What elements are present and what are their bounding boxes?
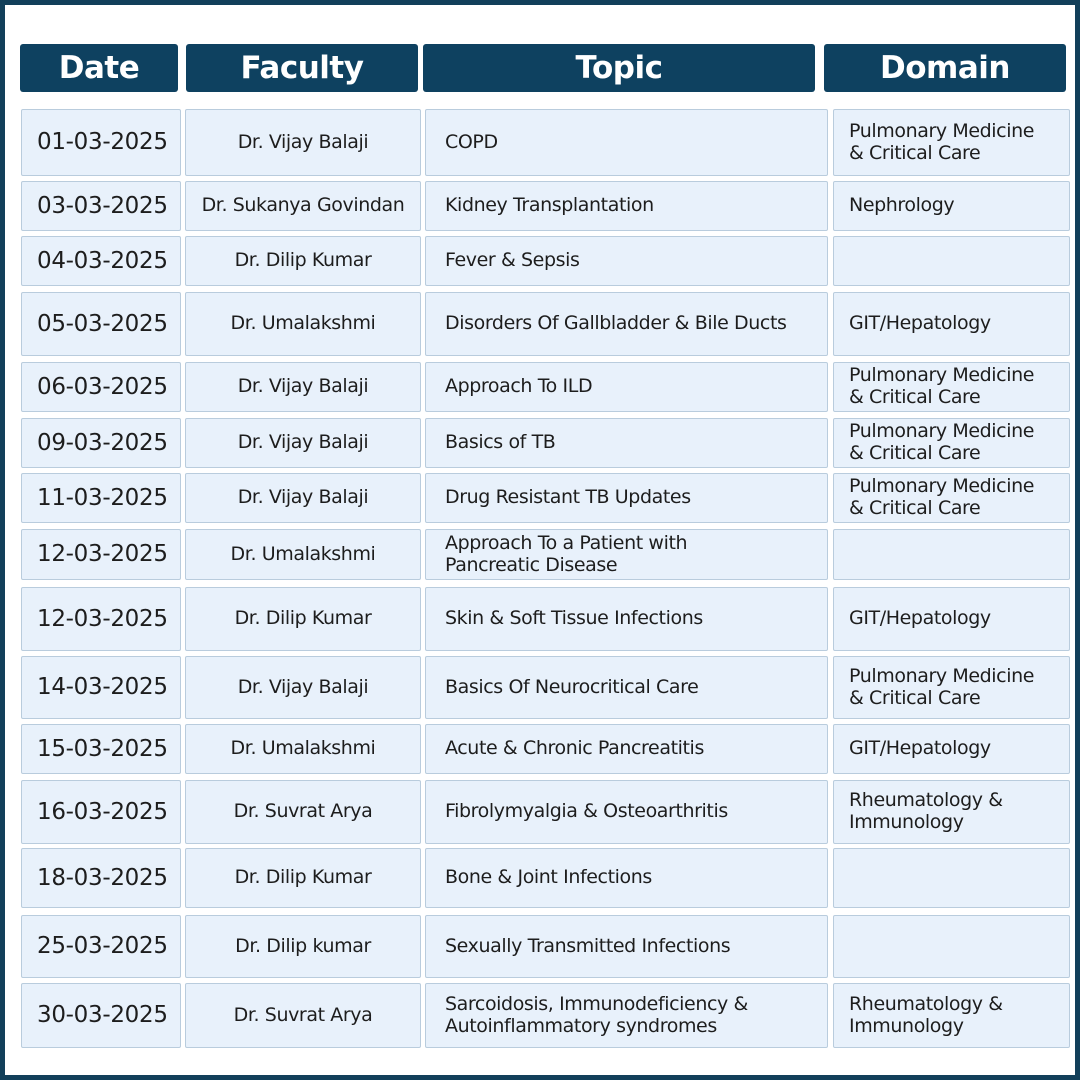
cell-topic: Approach To ILD xyxy=(425,362,828,412)
cell-topic: Kidney Transplantation xyxy=(425,181,828,231)
cell-topic: Basics of TB xyxy=(425,418,828,468)
cell-date: 04-03-2025 xyxy=(21,236,181,286)
cell-domain: Rheumatology & Immunology xyxy=(833,983,1070,1048)
cell-faculty: Dr. Suvrat Arya xyxy=(185,983,421,1048)
cell-topic: Disorders Of Gallbladder & Bile Ducts xyxy=(425,292,828,356)
cell-domain: Pulmonary Medicine & Critical Care xyxy=(833,418,1070,468)
cell-topic: Basics Of Neurocritical Care xyxy=(425,656,828,719)
cell-domain xyxy=(833,529,1070,580)
cell-date: 14-03-2025 xyxy=(21,656,181,719)
cell-faculty: Dr. Vijay Balaji xyxy=(185,362,421,412)
cell-faculty: Dr. Suvrat Arya xyxy=(185,780,421,844)
cell-faculty: Dr. Dilip Kumar xyxy=(185,587,421,651)
cell-date: 09-03-2025 xyxy=(21,418,181,468)
cell-date: 30-03-2025 xyxy=(21,983,181,1048)
cell-date: 18-03-2025 xyxy=(21,848,181,908)
header-faculty: Faculty xyxy=(186,44,418,92)
cell-topic: Approach To a Patient with Pancreatic Disease xyxy=(425,529,828,580)
cell-faculty: Dr. Vijay Balaji xyxy=(185,109,421,176)
cell-faculty: Dr. Dilip Kumar xyxy=(185,236,421,286)
cell-topic: Bone & Joint Infections xyxy=(425,848,828,908)
cell-date: 12-03-2025 xyxy=(21,587,181,651)
cell-date: 15-03-2025 xyxy=(21,724,181,774)
cell-faculty: Dr. Vijay Balaji xyxy=(185,418,421,468)
cell-topic: Drug Resistant TB Updates xyxy=(425,473,828,523)
cell-faculty: Dr. Dilip Kumar xyxy=(185,848,421,908)
cell-topic: COPD xyxy=(425,109,828,176)
cell-faculty: Dr. Vijay Balaji xyxy=(185,473,421,523)
cell-date: 25-03-2025 xyxy=(21,915,181,978)
cell-topic: Fibrolymyalgia & Osteoarthritis xyxy=(425,780,828,844)
cell-date: 16-03-2025 xyxy=(21,780,181,844)
cell-domain: Pulmonary Medicine & Critical Care xyxy=(833,109,1070,176)
cell-domain xyxy=(833,236,1070,286)
cell-domain: GIT/Hepatology xyxy=(833,292,1070,356)
cell-faculty: Dr. Sukanya Govindan xyxy=(185,181,421,231)
cell-domain: Pulmonary Medicine & Critical Care xyxy=(833,362,1070,412)
cell-topic: Fever & Sepsis xyxy=(425,236,828,286)
cell-domain xyxy=(833,915,1070,978)
header-topic: Topic xyxy=(423,44,815,92)
cell-date: 05-03-2025 xyxy=(21,292,181,356)
cell-domain: GIT/Hepatology xyxy=(833,724,1070,774)
cell-date: 03-03-2025 xyxy=(21,181,181,231)
header-date: Date xyxy=(20,44,178,92)
cell-date: 01-03-2025 xyxy=(21,109,181,176)
cell-faculty: Dr. Dilip kumar xyxy=(185,915,421,978)
cell-domain xyxy=(833,848,1070,908)
cell-date: 06-03-2025 xyxy=(21,362,181,412)
header-domain: Domain xyxy=(824,44,1066,92)
cell-date: 11-03-2025 xyxy=(21,473,181,523)
cell-domain: GIT/Hepatology xyxy=(833,587,1070,651)
cell-topic: Sexually Transmitted Infections xyxy=(425,915,828,978)
cell-domain: Rheumatology & Immunology xyxy=(833,780,1070,844)
cell-faculty: Dr. Umalakshmi xyxy=(185,292,421,356)
cell-domain: Nephrology xyxy=(833,181,1070,231)
cell-domain: Pulmonary Medicine & Critical Care xyxy=(833,473,1070,523)
cell-topic: Acute & Chronic Pancreatitis xyxy=(425,724,828,774)
cell-faculty: Dr. Vijay Balaji xyxy=(185,656,421,719)
cell-topic: Sarcoidosis, Immunodeficiency & Autoinflammatory syndromes xyxy=(425,983,828,1048)
cell-faculty: Dr. Umalakshmi xyxy=(185,529,421,580)
cell-date: 12-03-2025 xyxy=(21,529,181,580)
cell-domain: Pulmonary Medicine & Critical Care xyxy=(833,656,1070,719)
cell-topic: Skin & Soft Tissue Infections xyxy=(425,587,828,651)
cell-faculty: Dr. Umalakshmi xyxy=(185,724,421,774)
